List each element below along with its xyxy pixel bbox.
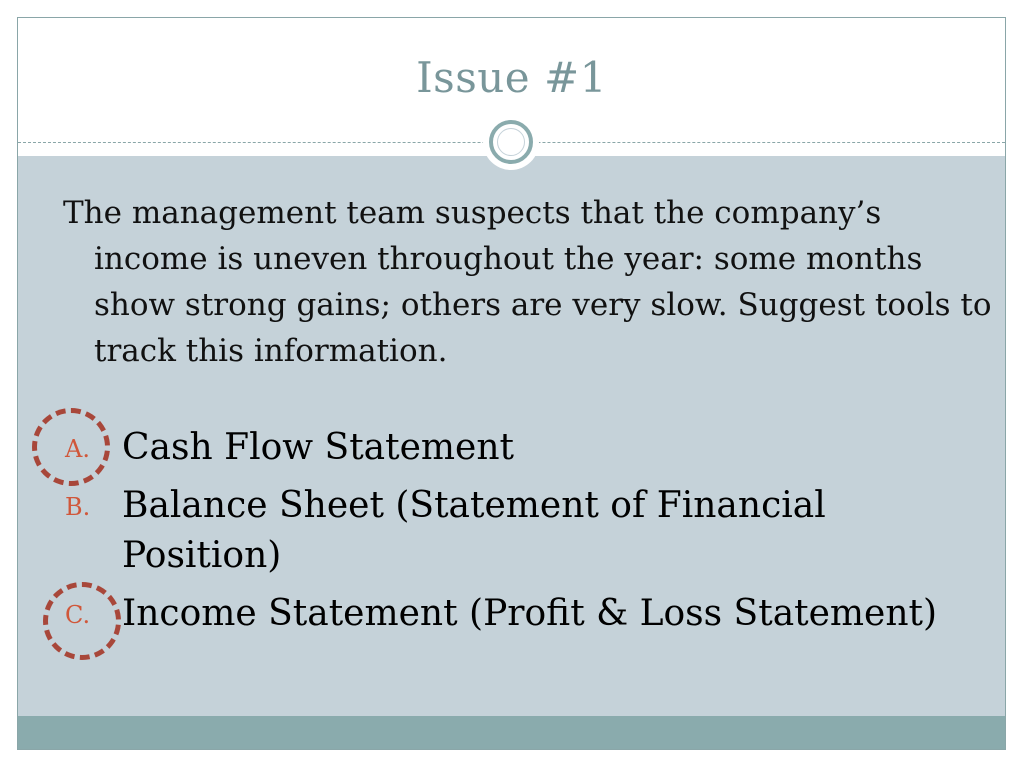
- option-label: Income Statement (Profit & Loss Statement): [122, 593, 938, 634]
- answer-options-list: [56, 423, 956, 639]
- option-marker: B.: [65, 493, 91, 521]
- option-label: Cash Flow Statement: [122, 427, 514, 468]
- answer-option-c[interactable]: [56, 589, 956, 639]
- answer-option-a[interactable]: [56, 423, 956, 473]
- slide-title: Issue #1: [416, 53, 607, 102]
- option-label: Balance Sheet (Statement of Financial Position): [122, 485, 826, 576]
- dashed-circle-icon: [43, 582, 121, 660]
- ring-outer: [489, 120, 533, 164]
- ring-inner: [497, 128, 525, 156]
- dashed-circle-icon: [32, 408, 110, 486]
- slide: [17, 17, 1006, 750]
- answer-option-b[interactable]: [56, 481, 956, 581]
- option-marker: C.: [65, 601, 91, 629]
- option-marker: A.: [65, 435, 90, 463]
- footer-bar: [18, 716, 1005, 750]
- circle-ring-icon: [483, 114, 539, 170]
- question-text: The management team suspects that the company’s income is uneven throughout the year: some months show strong gains; others are very slow. Suggest tools to track this information.: [63, 195, 992, 369]
